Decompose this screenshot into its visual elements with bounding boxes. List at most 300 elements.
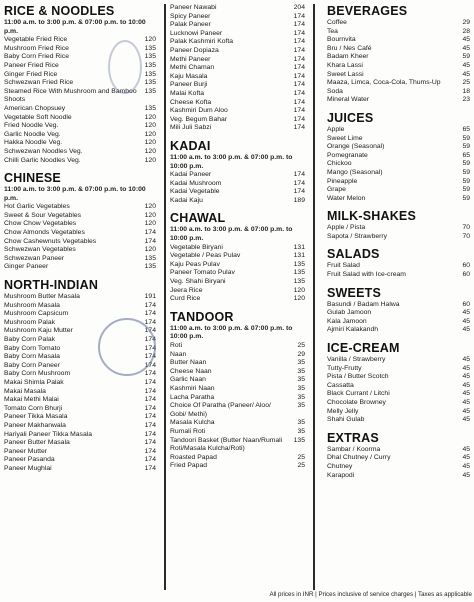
menu-item-price: 135 <box>144 44 156 52</box>
menu-item <box>170 99 305 108</box>
menu-item-price: 25 <box>297 453 305 461</box>
menu-item-name: Vegetable / Peas Pulav <box>170 252 241 260</box>
menu-item-price: 45 <box>462 390 470 398</box>
menu-item <box>4 405 156 414</box>
menu-item-price: 191 <box>144 293 156 301</box>
menu-item-price: 174 <box>293 72 305 80</box>
menu-item-price: 29 <box>462 19 470 26</box>
menu-item-name: Garlic Noodle Veg. <box>4 130 61 138</box>
menu-item-name: Choice Of Paratha (Paneer/ Aloo/ Gobi/ Methi) <box>170 402 271 418</box>
menu-item-name: Sweet & Sour Vegetables <box>4 211 82 219</box>
menu-item <box>327 382 470 391</box>
menu-item-price: 135 <box>144 70 156 78</box>
menu-item-name: Lucknowi Paneer <box>170 29 223 37</box>
menu-item-price: 204 <box>293 4 305 11</box>
menu-item-price: 45 <box>462 36 470 44</box>
menu-item-name: Chow Chow Vegetables <box>4 220 77 228</box>
menu-item-name: Water Melon <box>327 194 366 202</box>
menu-item-name: Lacha Paratha <box>170 393 215 401</box>
menu-item-price: 18 <box>462 87 470 95</box>
menu-item <box>4 263 156 272</box>
menu-item-price: 45 <box>462 61 470 69</box>
menu-item-price: 135 <box>293 436 305 444</box>
menu-item <box>327 373 470 382</box>
menu-item-price: 174 <box>144 310 156 318</box>
menu-item-name: Pineapple <box>327 177 358 185</box>
menu-item-price: 45 <box>462 407 470 415</box>
menu-section <box>327 341 470 425</box>
menu-item-name: Garlic Naan <box>170 376 206 384</box>
menu-item-name: Baby Corn Paneer <box>4 361 60 369</box>
menu-item-price: 174 <box>293 46 305 54</box>
menu-item-price: 70 <box>462 232 470 240</box>
menu-item-name: Spicy Paneer <box>170 12 211 20</box>
menu-item <box>327 96 470 105</box>
menu-item <box>4 139 156 148</box>
menu-item-name: Paneer Mutter <box>4 447 48 455</box>
menu-item-name: Fried Papad <box>170 462 208 470</box>
menu-item <box>327 399 470 408</box>
menu-item-name: Baby Corn Palak <box>4 336 56 343</box>
menu-item-name: Curd Rice <box>170 295 201 303</box>
menu-item <box>4 203 156 212</box>
menu-item-name: Vegetable Biryani <box>170 243 223 251</box>
menu-item-price: 174 <box>293 38 305 46</box>
menu-item <box>4 122 156 131</box>
menu-item <box>4 148 156 157</box>
menu-item-name: Baby Corn Mushroom <box>4 370 71 378</box>
menu-item-price: 174 <box>144 353 156 361</box>
menu-item-price: 59 <box>462 160 470 168</box>
menu-item-name: Melly Jelly <box>327 407 359 415</box>
menu-item-price: 45 <box>462 356 470 364</box>
menu-item <box>170 171 305 180</box>
menu-section <box>327 111 470 203</box>
menu-item-price: 25 <box>462 79 470 87</box>
menu-item <box>4 379 156 388</box>
section-heading: BEVERAGES <box>327 4 408 18</box>
menu-item-name: Kaju Masala <box>170 72 208 80</box>
menu-item <box>4 105 156 114</box>
menu-item-name: Paneer Tikka Masala <box>4 413 68 421</box>
menu-item-name: Cheese Naan <box>170 367 212 375</box>
menu-item <box>170 437 305 454</box>
menu-item-name: Paneer Fried Rice <box>4 61 59 69</box>
menu-item-name: Dhal Chutney / Curry <box>327 454 391 462</box>
menu-item-price: 59 <box>462 186 470 194</box>
menu-item-price: 135 <box>293 278 305 286</box>
menu-item-name: Mushroom Butter Masala <box>4 293 80 301</box>
menu-item-name: Paneer Butter Masala <box>4 439 70 447</box>
menu-item-price: 174 <box>293 21 305 29</box>
menu-item-price: 120 <box>144 246 156 254</box>
menu-item <box>327 88 470 97</box>
menu-item <box>4 114 156 123</box>
menu-item-price: 28 <box>462 27 470 35</box>
menu-item <box>170 351 305 360</box>
menu-item <box>327 79 470 88</box>
menu-item <box>170 116 305 125</box>
menu-item-name: Sapota / Strawberry <box>327 232 388 240</box>
menu-item-name: Chutney <box>327 462 353 470</box>
menu-item-price: 174 <box>144 378 156 386</box>
menu-item-name: Kadai Mushroom <box>170 179 222 187</box>
menu-item <box>327 53 470 62</box>
menu-item <box>4 238 156 247</box>
menu-item <box>170 197 305 206</box>
menu-item-name: Paneer Mughlai <box>4 464 52 472</box>
menu-item-name: Sweet Lassi <box>327 70 364 78</box>
menu-item-price: 174 <box>144 318 156 326</box>
menu-item <box>4 448 156 457</box>
menu-item <box>4 246 156 255</box>
menu-item-name: Pomegranate <box>327 151 368 159</box>
menu-item <box>170 419 305 428</box>
menu-item-price: 65 <box>462 125 470 133</box>
menu-item-price: 174 <box>144 229 156 237</box>
menu-item <box>327 135 470 144</box>
menu-item-name: Baby Corn Fried Rice <box>4 53 69 61</box>
menu-item-price: 135 <box>144 61 156 69</box>
menu-item <box>4 465 156 474</box>
column-divider <box>164 4 166 590</box>
menu-item-name: Schwezwan Paneer <box>4 254 65 262</box>
menu-item-price: 29 <box>297 350 305 358</box>
menu-item-name: Sweet Lime <box>327 134 363 142</box>
menu-item <box>170 188 305 197</box>
menu-item <box>327 365 470 374</box>
menu-item <box>170 4 305 13</box>
menu-item <box>170 428 305 437</box>
menu-item-name: Gulab Jamoon <box>327 309 372 317</box>
menu-item-name: Paneer Makhanwala <box>4 421 66 429</box>
menu-item-name: Mushroom Fried Rice <box>4 44 69 52</box>
menu-item <box>4 157 156 166</box>
menu-item-name: Kashmiri Naan <box>170 384 215 392</box>
menu-item-price: 45 <box>462 445 470 453</box>
section-heading: CHINESE <box>4 171 61 186</box>
menu-item-name: Grape <box>327 186 346 194</box>
menu-item <box>170 244 305 253</box>
ink-stamp-icon <box>98 318 156 376</box>
menu-item-name: Cassatta <box>327 381 354 389</box>
menu-item-price: 59 <box>462 177 470 185</box>
section-gap <box>4 476 156 480</box>
menu-item-price: 120 <box>293 295 305 303</box>
menu-item <box>327 233 470 242</box>
menu-item-name: Schwezwan Noodles Veg. <box>4 147 83 155</box>
menu-item-name: Coffee <box>327 19 347 26</box>
menu-item-price: 174 <box>144 387 156 395</box>
menu-item-price: 70 <box>462 224 470 232</box>
menu-item-price: 60 <box>462 300 470 308</box>
menu-column-3 <box>327 4 470 486</box>
menu-item-name: Palak Paneer <box>170 21 211 29</box>
menu-item-price: 120 <box>144 147 156 155</box>
menu-item-name: Tandoori Basket (Butter Naan/Rumali Roti/Masala Kulcha/Roti) <box>170 436 283 453</box>
menu-item-name: Rumali Roti <box>170 427 206 435</box>
menu-item-price: 45 <box>462 399 470 406</box>
menu-item <box>327 19 470 28</box>
menu-item-price: 35 <box>297 427 305 435</box>
menu-item-price: 174 <box>144 361 156 369</box>
menu-item-name: Sambar / Koorma <box>327 445 381 453</box>
menu-item-name: Makai Shimla Palak <box>4 378 64 386</box>
menu-item <box>170 394 305 403</box>
menu-item-price: 65 <box>462 151 470 159</box>
menu-item-name: Fried Noodle Veg. <box>4 122 59 130</box>
menu-item-price: 174 <box>144 370 156 378</box>
menu-item-name: Baby Corn Tomato <box>4 344 61 352</box>
menu-item <box>170 21 305 30</box>
section-heading: JUICES <box>327 110 374 125</box>
menu-item-price: 174 <box>144 404 156 412</box>
menu-item-price: 45 <box>462 309 470 317</box>
menu-item-name: Kashmiri Dum Aloo <box>170 107 228 115</box>
menu-item-name: Maaza, Limca, Coca-Cola, Thums-Up <box>327 79 441 87</box>
menu-item <box>170 47 305 56</box>
menu-section <box>4 278 156 473</box>
menu-item <box>327 152 470 161</box>
menu-item <box>327 318 470 327</box>
menu-item-name: Palak Kashmiri Kofta <box>170 38 234 46</box>
menu-item-name: Mushroom Palak <box>4 318 55 326</box>
menu-item-name: Naan <box>170 350 187 358</box>
menu-section <box>170 4 305 133</box>
section-gap <box>170 473 305 477</box>
menu-item <box>4 212 156 221</box>
menu-item-price: 59 <box>462 134 470 142</box>
menu-item <box>4 456 156 465</box>
menu-item-price: 174 <box>144 336 156 343</box>
menu-item <box>170 73 305 82</box>
menu-item-price: 120 <box>144 36 156 44</box>
menu-item-name: Methi Paneer <box>170 55 211 63</box>
menu-item-name: Fruit Salad with Ice-cream <box>327 271 406 279</box>
menu-item <box>4 220 156 229</box>
menu-section <box>170 139 305 206</box>
menu-item <box>327 309 470 318</box>
menu-item-name: Hariyali Paneer Tikka Masala <box>4 430 93 438</box>
menu-item-price: 120 <box>144 130 156 138</box>
menu-item-price: 25 <box>297 342 305 349</box>
menu-item-price: 174 <box>293 89 305 97</box>
menu-item-price: 174 <box>293 29 305 37</box>
menu-item <box>327 416 470 425</box>
menu-item-price: 174 <box>293 55 305 63</box>
section-heading: SWEETS <box>327 285 381 300</box>
menu-item-name: Tomato Corn Bhurji <box>4 404 63 412</box>
menu-item-name: Bru / Nes Café <box>327 44 372 52</box>
menu-item <box>327 71 470 80</box>
menu-item-name: Apple <box>327 125 345 133</box>
menu-item-name: Methi Chaman <box>170 64 215 72</box>
menu-item-price: 35 <box>297 402 305 410</box>
section-heading: NORTH-INDIAN <box>4 278 99 293</box>
menu-item <box>327 301 470 310</box>
menu-item-name: Hot Garlic Vegetables <box>4 203 70 211</box>
menu-item-price: 59 <box>462 53 470 61</box>
menu-item-price: 45 <box>462 70 470 78</box>
price-footer-note: All prices in INR | Prices inclusive of service charges | Taxes as applicable <box>269 591 472 598</box>
menu-item-price: 174 <box>293 81 305 89</box>
menu-item-price: 174 <box>144 456 156 464</box>
serving-hours: 11:00 a.m. to 3:00 p.m. & 07:00 p.m. to 10:00 p.m. <box>4 19 146 35</box>
menu-column-2 <box>170 4 305 477</box>
menu-item-price: 23 <box>462 96 470 104</box>
menu-section <box>327 247 470 279</box>
menu-item <box>327 160 470 169</box>
menu-item <box>327 62 470 71</box>
menu-item <box>4 388 156 397</box>
section-heading: SALADS <box>327 247 380 262</box>
menu-section <box>170 310 305 471</box>
menu-item-name: Black Currant / Litchi <box>327 390 390 398</box>
menu-section <box>170 211 305 303</box>
menu-item-price: 45 <box>462 462 470 470</box>
menu-item-name: Kadai Kaju <box>170 196 203 204</box>
menu-item-price: 174 <box>144 413 156 421</box>
menu-item-price: 135 <box>144 263 156 271</box>
menu-item <box>170 376 305 385</box>
menu-item-price: 45 <box>462 416 470 424</box>
menu-item-price: 45 <box>462 471 470 479</box>
menu-item-price: 174 <box>293 64 305 72</box>
menu-item-price: 120 <box>144 139 156 147</box>
menu-item <box>170 462 305 471</box>
menu-item-price: 174 <box>293 188 305 196</box>
menu-item-price: 120 <box>144 113 156 121</box>
menu-item <box>327 454 470 463</box>
menu-item <box>327 408 470 417</box>
menu-item-price: 120 <box>293 286 305 294</box>
menu-item-price: 174 <box>293 124 305 132</box>
menu-item-price: 59 <box>462 143 470 151</box>
menu-item <box>4 302 156 311</box>
menu-item-price: 59 <box>462 168 470 176</box>
menu-item <box>327 28 470 37</box>
menu-item-name: Roasted Papad <box>170 453 217 461</box>
menu-item <box>170 124 305 133</box>
menu-item <box>170 261 305 270</box>
menu-item-name: Paneer Dopiaza <box>170 46 219 54</box>
menu-item-name: Masala Kulcha <box>170 419 215 427</box>
menu-item <box>327 126 470 135</box>
menu-item-price: 45 <box>462 326 470 334</box>
menu-item-price: 174 <box>293 98 305 106</box>
serving-hours: 11:00 a.m. to 3:00 p.m. & 07:00 p.m. to 10:00 p.m. <box>170 226 293 243</box>
menu-item <box>4 439 156 448</box>
menu-item-price: 35 <box>297 367 305 375</box>
menu-item-name: Soda <box>327 87 343 95</box>
menu-item-name: Mili Juli Sabzi <box>170 124 212 132</box>
menu-item <box>327 271 470 280</box>
menu-item-name: Paneer Tomato Pulav <box>170 269 235 277</box>
menu-item-name: Mushroom Masala <box>4 301 60 309</box>
menu-item-name: Makai Masala <box>4 387 46 395</box>
menu-item-price: 35 <box>297 419 305 427</box>
menu-item-name: Tea <box>327 27 338 35</box>
menu-item-name: Bournvita <box>327 36 356 44</box>
menu-item-name: Roti <box>170 342 183 349</box>
menu-item <box>170 368 305 377</box>
section-gap <box>327 482 470 486</box>
menu-item <box>170 252 305 261</box>
menu-item-name: Chow Almonds Vegetables <box>4 229 85 237</box>
menu-item-price: 174 <box>144 237 156 245</box>
menu-item-price: 135 <box>144 87 156 95</box>
menu-item <box>170 30 305 39</box>
menu-item <box>4 229 156 238</box>
menu-item <box>327 186 470 195</box>
menu-item-name: Vegetable Soft Noodle <box>4 113 72 121</box>
menu-item-price: 135 <box>293 269 305 277</box>
menu-item-name: Mushroom Kaju Mutter <box>4 327 73 335</box>
menu-item-price: 25 <box>297 462 305 470</box>
menu-item-price: 174 <box>144 447 156 455</box>
menu-item <box>170 385 305 394</box>
menu-item <box>4 413 156 422</box>
menu-item-price: 174 <box>293 115 305 123</box>
menu-item-name: Ginger Fried Rice <box>4 70 58 78</box>
menu-item-price: 120 <box>144 211 156 219</box>
menu-item-price: 131 <box>293 243 305 251</box>
menu-item-price: 174 <box>144 430 156 438</box>
menu-item-name: Malai Kofta <box>170 89 205 97</box>
menu-item <box>327 446 470 455</box>
menu-item <box>4 131 156 140</box>
serving-hours: 11:00 a.m. to 3:00 p.m. & 07:00 p.m. to 10:00 p.m. <box>170 324 293 341</box>
menu-item-name: Kaju Peas Pulav <box>170 260 220 268</box>
menu-item-price: 59 <box>462 194 470 202</box>
menu-item-name: Baby Corn Masala <box>4 353 60 361</box>
section-heading: RICE & NOODLES <box>4 4 115 18</box>
menu-item <box>4 422 156 431</box>
menu-item <box>170 402 305 419</box>
menu-item-name: Badam Kheer <box>327 53 369 61</box>
menu-item-price: 135 <box>293 260 305 268</box>
menu-item-name: Veg. Shahi Biryani <box>170 278 226 286</box>
menu-item-price: 135 <box>144 104 156 112</box>
menu-item-price: 189 <box>293 196 305 204</box>
menu-item <box>327 224 470 233</box>
menu-item-price: 120 <box>144 203 156 211</box>
menu-item-name: Orange (Seasonal) <box>327 143 385 151</box>
menu-item-price: 135 <box>144 53 156 61</box>
menu-item-price: 174 <box>144 301 156 309</box>
menu-item <box>170 269 305 278</box>
menu-item <box>327 390 470 399</box>
menu-item <box>327 36 470 45</box>
menu-item-name: Khara Lassi <box>327 61 363 69</box>
menu-item-name: Chilli Garlic Noodles Veg. <box>4 156 81 164</box>
menu-item <box>170 56 305 65</box>
menu-item <box>170 278 305 287</box>
menu-item-name: Ginger Paneer <box>4 263 49 271</box>
menu-item-price: 120 <box>144 220 156 228</box>
serving-hours: 11:00 a.m. to 3:00 p.m. & 07:00 p.m. to 10:00 p.m. <box>4 186 146 202</box>
menu-item-name: Paneer Nawabi <box>170 4 217 11</box>
menu-item-price: 174 <box>293 171 305 179</box>
menu-item <box>170 64 305 73</box>
section-heading: MILK-SHAKES <box>327 209 417 224</box>
menu-item-name: Butter Naan <box>170 359 207 367</box>
menu-item <box>327 143 470 152</box>
menu-item-price: 45 <box>462 373 470 381</box>
menu-item-name: Paneer Pasanda <box>4 456 55 464</box>
menu-item-price: 120 <box>144 122 156 130</box>
menu-item-name: Chow Cashewnuts Vegetables <box>4 237 97 245</box>
